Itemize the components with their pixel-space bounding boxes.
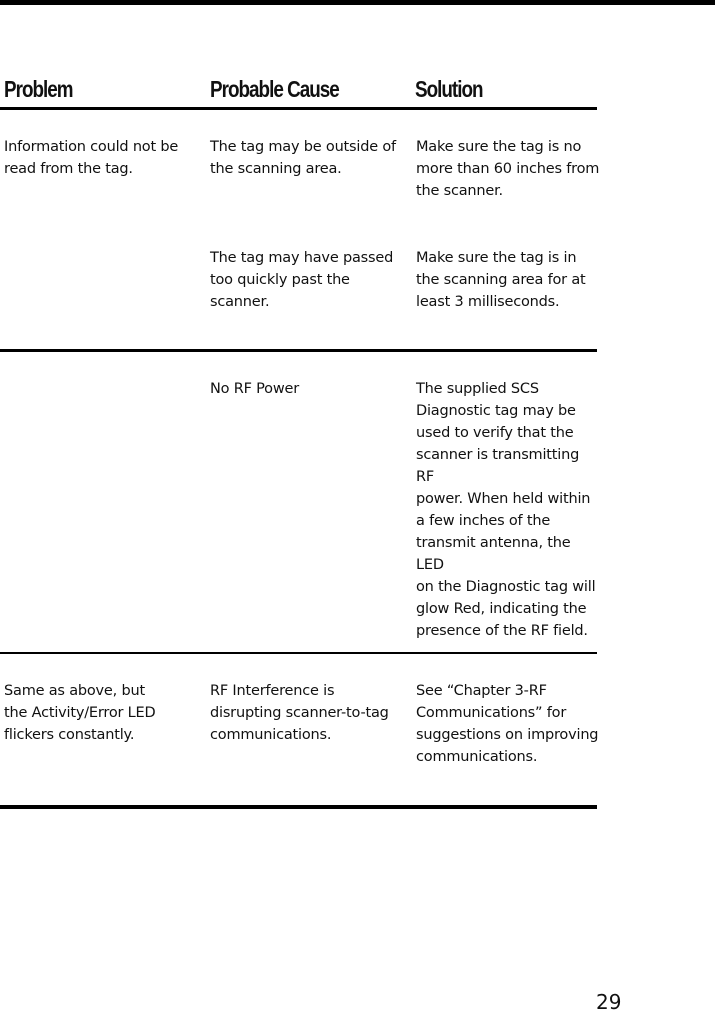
row-2-cause: The tag may have passed too quickly past the scanner.: [210, 250, 394, 310]
table-bottom-rule: [0, 805, 597, 809]
header-solution: Solution: [415, 76, 483, 102]
row-4-problem: Same as above, but the Activity/Error LED flickers constantly.: [4, 683, 156, 743]
row-2-solution: Make sure the tag is in the scanning area for at least 3 milliseconds.: [416, 250, 586, 310]
row-4-cause: RF Interference is disrupting scanner-to-tag communications.: [210, 683, 389, 743]
row-3-cause: No RF Power: [210, 381, 299, 397]
page-number: 29: [596, 990, 622, 1014]
header-rule: [0, 107, 597, 110]
row-divider-1: [0, 349, 597, 352]
row-1-cause: The tag may be outside of the scanning area.: [210, 139, 396, 177]
row-1-problem: Information could not be read from the tag.: [4, 139, 179, 177]
top-border-rule: [0, 0, 715, 5]
row-divider-2: [0, 652, 597, 654]
row-3-solution: The supplied SCS Diagnostic tag may be used to verify that the scanner is transmitting RF power. When held within a few inches of the transmit antenna, the LED on the Diagnostic tag will glow Red, indicating the presence of the RF field.: [416, 381, 596, 639]
row-4-solution: See “Chapter 3-RF Communications” for suggestions on improving communications.: [416, 683, 599, 765]
header-probable-cause: Probable Cause: [210, 76, 339, 102]
row-1-solution: Make sure the tag is no more than 60 inches from the scanner.: [416, 139, 600, 199]
header-problem: Problem: [4, 76, 73, 102]
